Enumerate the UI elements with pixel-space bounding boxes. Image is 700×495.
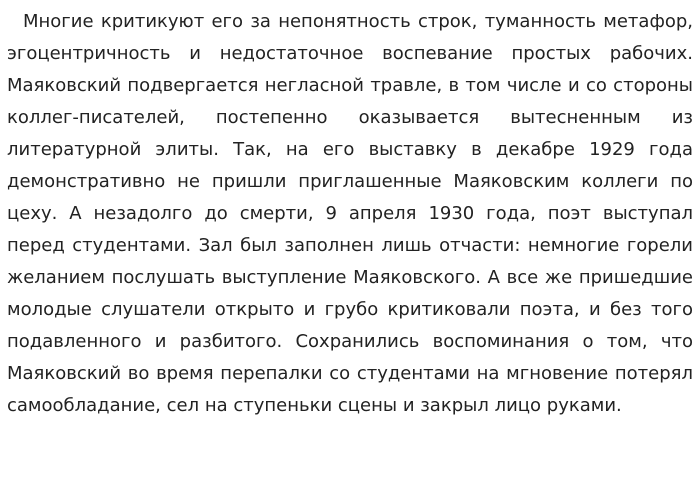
body-paragraph: Многие критикуют его за непонятность строк, туманность метафор, эгоцентричность и недостаточное воспевание простых рабочих. Маяковский подвергается негласной травле, в том числе и со стороны коллег-писателей, постепенно оказывается вытесненным из литературной элиты. Так, на его выставку в декабре 1929 года демонстративно не пришли приглашенные Маяковским коллеги по цеху. А незадолго до смерти, 9 апреля 1930 года, поэт выступал перед студентами. Зал был заполнен лишь отчасти: немногие горели желанием послушать выступление Маяковского. А все же пришедшие молодые слушатели открыто и грубо критиковали поэта, и без того подавленного и разбитого. Сохранились воспоминания о том, что Маяковский во время перепалки со студентами на мгновение потерял самообладание, сел на ступеньки сцены и закрыл лицо руками. [7, 11, 693, 416]
